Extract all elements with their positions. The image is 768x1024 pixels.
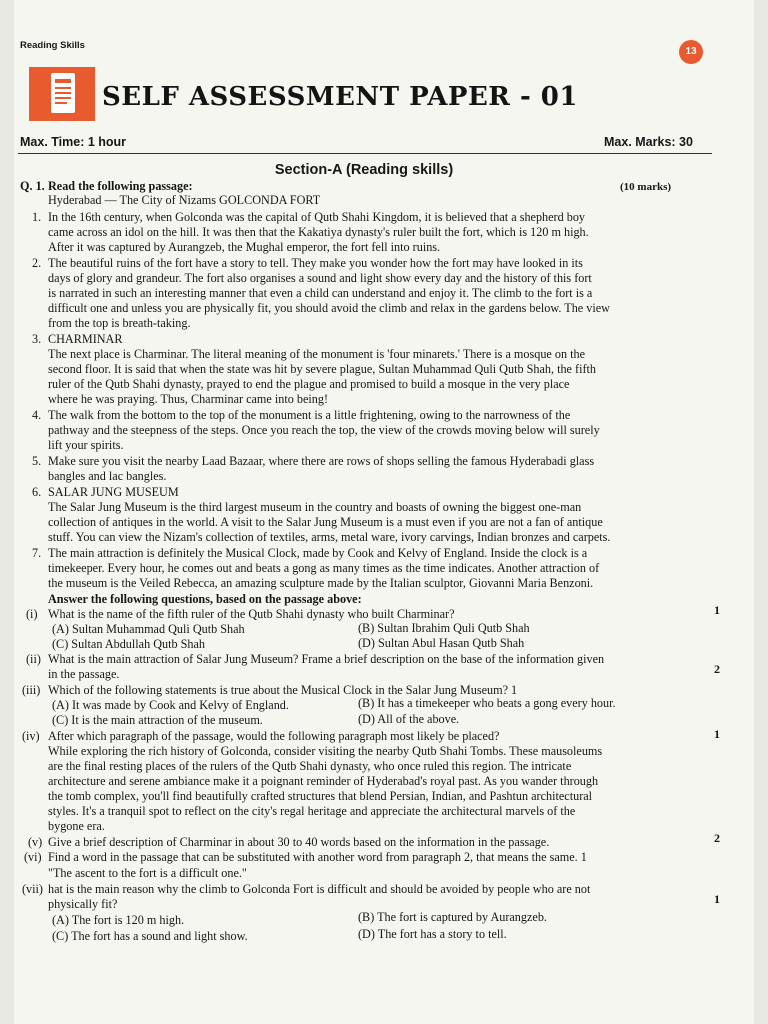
para-1-number: 1. — [32, 210, 42, 224]
para-6-line: The Salar Jung Museum is the third largest museum in the country and boasts of owning the biggest one-man — [48, 500, 582, 514]
q-i-number: (i) — [26, 607, 38, 621]
q-i-option-a: (A) Sultan Muhammad Quli Qutb Shah — [52, 622, 245, 636]
q-v-text: Give a brief description of Charminar in about 30 to 40 words based on the information in the passage. — [48, 835, 550, 849]
q-ii-marks: 2 — [714, 662, 720, 676]
section-tag: Reading Skills — [20, 40, 85, 51]
section-title: Section-A (Reading skills) — [274, 162, 454, 178]
para-1-line: In the 16th century, when Golconda was the capital of Qutb Shahi Kingdom, it is believed that a shepherd boy — [48, 210, 586, 224]
para-5-number: 5. — [32, 454, 42, 468]
q-iv-marks: 1 — [714, 727, 720, 741]
para-3-line: second floor. It is said that when the state was hit by severe plague, Sultan Muhammad Quli Qutb Shah, the fifth — [48, 362, 596, 376]
q-iii-option-a: (A) It was made by Cook and Kelvy of England. — [52, 698, 289, 712]
q-v-number: (v) — [28, 835, 43, 849]
para-2-number: 2. — [32, 256, 42, 270]
q-iv-para-line: bygone era. — [48, 819, 105, 833]
para-4-number: 4. — [32, 408, 42, 422]
q-i-option-c: (C) Sultan Abdullah Qutb Shah — [52, 637, 206, 651]
q-iii-option-c: (C) It is the main attraction of the museum. — [52, 713, 263, 727]
para-3-line: where he was praying. Thus, Charminar came into being! — [48, 392, 329, 406]
para-2-line: days of glory and grandeur. The fort also organises a sound and light show every day and the history of this fort — [48, 271, 592, 285]
q-vii-number: (vii) — [22, 882, 43, 896]
q-vi-quote: "The ascent to the fort is a difficult one." — [48, 866, 247, 880]
q-vii-marks: 1 — [714, 892, 720, 906]
para-7-number: 7. — [32, 546, 42, 560]
q-i-text: What is the name of the fifth ruler of the Qutb Shahi dynasty who built Charminar? — [48, 607, 455, 621]
answer-prompt: Answer the following questions, based on the passage above: — [48, 592, 362, 606]
para-7-line: the museum is the Veiled Rebecca, an amazing sculpture made by the Italian sculptor, Giovanni Maria Benzoni. — [48, 576, 594, 590]
q-iii-number: (iii) — [22, 683, 41, 697]
q-vii-option-b: (B) The fort is captured by Aurangzeb. — [358, 910, 547, 924]
q-ii-line: What is the main attraction of Salar Jung Museum? Frame a brief description on the base of the information given — [48, 652, 605, 666]
worksheet-page — [14, 0, 754, 1024]
para-5-line: Make sure you visit the nearby Laad Bazaar, where there are rows of shops selling the famous Hyderabadi glass — [48, 454, 595, 468]
q-ii-line: in the passage. — [48, 667, 120, 681]
para-3-line: ruler of the Qutb Shahi dynasty, prayed to end the plague and promised to build a mosque in the very place — [48, 377, 570, 391]
para-7-line: The main attraction is definitely the Musical Clock, made by Cook and Kelvy of England. Inside the clock is a — [48, 546, 588, 560]
header-divider — [18, 153, 712, 154]
para-5-line: bangles and lac bangles. — [48, 469, 167, 483]
max-marks: Max. Marks: 30 — [604, 135, 693, 149]
q1-marks: (10 marks) — [620, 181, 672, 193]
q-iv-para-line: architecture and serene ambiance make it a poignant reminder of Hyderabad's royal past. As you wander through — [48, 774, 599, 788]
passage-title: Hyderabad — The City of Nizams GOLCONDA FORT — [48, 193, 321, 207]
q-vii-option-c: (C) The fort has a sound and light show. — [52, 929, 248, 943]
q-iii-text: Which of the following statements is true about the Musical Clock in the Salar Jung Museum? 1 — [48, 683, 518, 697]
paper-title: SELF ASSESSMENT PAPER - 01 — [102, 82, 578, 112]
notepad-icon — [29, 67, 95, 121]
para-3-number: 3. — [32, 332, 42, 346]
q-vii-line: hat is the main reason why the climb to Golconda Fort is difficult and should be avoided by people who are not — [48, 882, 591, 896]
para-2-line: is narrated in such an interesting manner that even a child can understand and enjoy it. The climb to the fort is a — [48, 286, 593, 300]
q-iv-para-line: styles. It's a tranquil spot to reflect on the city's regal heritage and appreciate the architectural marvels of the — [48, 804, 576, 818]
q-i-option-d: (D) Sultan Abul Hasan Qutb Shah — [358, 636, 525, 650]
max-time: Max. Time: 1 hour — [20, 135, 127, 149]
para-4-line: pathway and the steepness of the steps. Once you reach the top, the view of the crowds moving below will surely — [48, 423, 600, 437]
para-1-line: came across an idol on the hill. It was then that the Kakatiya dynasty's ruler built the fort, which is 120 m high. — [48, 225, 589, 239]
q-iv-para-line: are the final resting places of the rulers of the Qutb Shahi dynasty, who once ruled this region. The intricate — [48, 759, 572, 773]
para-2-line: difficult one and unless you are physically fit, you should avoid the climb and relax in the gardens below. The view — [48, 301, 610, 315]
para-2-line: from the top is breath-taking. — [48, 316, 191, 330]
q-vi-number: (vi) — [24, 850, 42, 864]
para-4-line: The walk from the bottom to the top of the monument is a little frightening, owing to the narrowness of the — [48, 408, 571, 422]
q-v-marks: 2 — [714, 831, 720, 845]
q-i-option-b: (B) Sultan Ibrahim Quli Qutb Shah — [358, 621, 530, 635]
q-iv-para-line: the tomb complex, you'll find beautifully crafted structures that blend Persian, Indian, and Pashtun architectural — [48, 789, 593, 803]
q-iv-number: (iv) — [22, 729, 40, 743]
q-ii-number: (ii) — [26, 652, 41, 666]
para-4-line: lift your spirits. — [48, 438, 124, 452]
para-6-line: collection of antiques in the world. A visit to the Salar Jung Museum is a must even if you are not a fan of antique — [48, 515, 603, 529]
para-7-line: timekeeper. Every hour, he comes out and beats a gong as many times as the time indicates. Another attraction of — [48, 561, 600, 575]
q-iv-text: After which paragraph of the passage, would the following paragraph most likely be placed? — [48, 729, 500, 743]
q1-number: Q. 1. — [20, 179, 45, 193]
para-3-line: The next place is Charminar. The literal meaning of the monument is 'four minarets.' There is a mosque on the — [48, 347, 585, 361]
q-iii-option-d: (D) All of the above. — [358, 712, 460, 726]
para-6-heading: SALAR JUNG MUSEUM — [48, 485, 179, 499]
q1-instruction: Read the following passage: — [48, 179, 193, 193]
para-6-number: 6. — [32, 485, 42, 499]
para-1-line: After it was captured by Aurangzeb, the Mughal emperor, the fort fell into ruins. — [48, 240, 441, 254]
q-iv-para-line: While exploring the rich history of Golconda, consider visiting the nearby Qutb Shahi Tombs. These mausoleums — [48, 744, 603, 758]
q-i-marks: 1 — [714, 603, 720, 617]
para-3-heading: CHARMINAR — [48, 332, 123, 346]
q-vii-line: physically fit? — [48, 897, 118, 911]
para-2-line: The beautiful ruins of the fort have a story to tell. They make you wonder how the fort may have looked in its — [48, 256, 583, 270]
q-vii-option-d: (D) The fort has a story to tell. — [358, 927, 507, 941]
para-6-line: stuff. You can view the Nizam's collection of textiles, arms, metal ware, ivory carvings, Indian bronzes and carpets. — [48, 530, 611, 544]
q-iii-option-b: (B) It has a timekeeper who beats a gong every hour. — [358, 696, 616, 710]
q-vii-option-a: (A) The fort is 120 m high. — [52, 913, 185, 927]
page-number-badge: 13 — [679, 40, 703, 64]
q-vi-text: Find a word in the passage that can be substituted with another word from paragraph 2, that means the same. 1 — [48, 850, 587, 864]
